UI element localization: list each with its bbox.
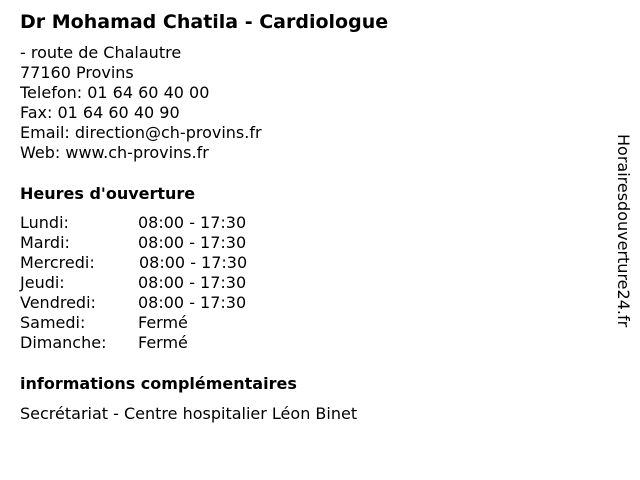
day-label: Mercredi: bbox=[20, 253, 95, 272]
opening-hours-table bbox=[20, 213, 280, 353]
page-title: Dr Mohamad Chatila - Cardiologue bbox=[20, 11, 389, 33]
hours-row-tuesday bbox=[20, 233, 280, 253]
street-address: - route de Chalautre bbox=[20, 43, 182, 62]
hours-row-wednesday bbox=[20, 253, 280, 273]
day-label: Mardi: bbox=[20, 233, 70, 252]
time-value: Fermé bbox=[138, 333, 188, 352]
opening-hours-heading: Heures d'ouverture bbox=[20, 184, 196, 203]
additional-info-text: Secrétariat - Centre hospitalier Léon Binet bbox=[20, 404, 358, 423]
time-value: 08:00 - 17:30 bbox=[139, 253, 248, 272]
time-value: Fermé bbox=[138, 313, 188, 332]
time-value: 08:00 - 17:30 bbox=[138, 233, 247, 252]
time-value: 08:00 - 17:30 bbox=[138, 273, 247, 292]
day-label: Jeudi: bbox=[20, 273, 65, 292]
hours-row-monday bbox=[20, 213, 280, 233]
hours-row-friday bbox=[20, 293, 280, 313]
additional-info-heading: informations complémentaires bbox=[20, 374, 297, 393]
phone-number: Telefon: 01 64 60 40 00 bbox=[20, 83, 210, 102]
day-label: Samedi: bbox=[20, 313, 86, 332]
hours-row-saturday bbox=[20, 313, 280, 333]
hours-row-thursday bbox=[20, 273, 280, 293]
city-postcode: 77160 Provins bbox=[20, 63, 134, 82]
day-label: Lundi: bbox=[20, 213, 69, 232]
hours-row-sunday bbox=[20, 333, 280, 353]
time-value: 08:00 - 17:30 bbox=[138, 293, 247, 312]
fax-number: Fax: 01 64 60 40 90 bbox=[20, 103, 180, 122]
email-address: Email: direction@ch-provins.fr bbox=[20, 123, 262, 142]
website: Web: www.ch-provins.fr bbox=[20, 143, 209, 162]
day-label: Dimanche: bbox=[20, 333, 107, 352]
contact-block bbox=[20, 43, 262, 163]
watermark-text: Horairesdouverture24.fr bbox=[614, 134, 633, 328]
time-value: 08:00 - 17:30 bbox=[138, 213, 247, 232]
day-label: Vendredi: bbox=[20, 293, 96, 312]
